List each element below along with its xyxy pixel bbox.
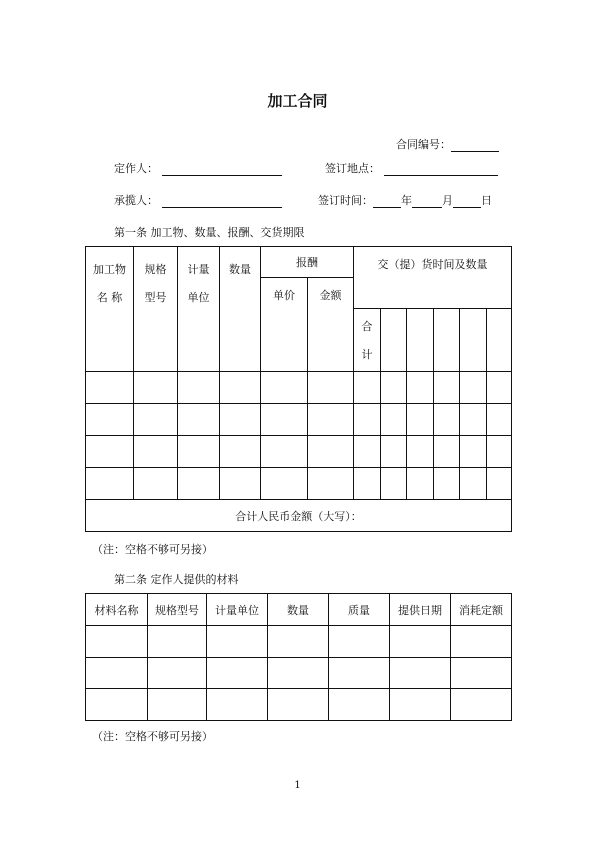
delivery-cell[interactable] xyxy=(460,309,487,372)
delivery-cell[interactable] xyxy=(487,309,512,372)
header-quantity: 数量 xyxy=(220,247,261,372)
delivery-cell[interactable] xyxy=(434,309,460,372)
table-row xyxy=(86,468,512,500)
total-rmb-amount: 合计人民币金额（大写）： xyxy=(86,500,512,532)
contract-no-row xyxy=(396,136,499,152)
maker-label: 定作人： xyxy=(114,162,158,175)
header-spec: 规格 型号 xyxy=(134,247,178,372)
header-supply-date: 提供日期 xyxy=(390,594,451,626)
header-material-spec: 规格型号 xyxy=(148,594,207,626)
table-row xyxy=(86,372,512,404)
header-payment: 报酬 xyxy=(261,247,354,278)
materials-header-row xyxy=(86,594,512,626)
contractor-row xyxy=(114,192,282,208)
header-total: 合 计 xyxy=(354,309,381,372)
contractor-label: 承揽人： xyxy=(114,194,158,207)
day-field[interactable] xyxy=(453,195,481,208)
header-amount: 金额 xyxy=(308,278,354,372)
year-label: 年 xyxy=(401,194,412,207)
section2-title: 第二条 定作人提供的材料 xyxy=(114,573,239,586)
contract-no-label: 合同编号： xyxy=(396,138,451,151)
note-1: （注：空格不够可另接） xyxy=(92,543,213,556)
sign-place-label: 签订地点： xyxy=(325,162,380,175)
header-delivery: 交（提）货时间及数量 xyxy=(354,247,512,309)
table-row xyxy=(86,658,512,689)
header-item-name: 加工物 名 称 xyxy=(86,247,134,372)
note-2: （注：空格不够可另接） xyxy=(92,730,213,743)
maker-row xyxy=(114,160,282,176)
page-number: 1 xyxy=(294,780,301,791)
sign-time-row xyxy=(318,192,492,208)
delivery-cell[interactable] xyxy=(381,309,407,372)
delivery-cell[interactable] xyxy=(407,309,434,372)
month-label: 月 xyxy=(442,194,453,207)
header-consumption-quota: 消耗定额 xyxy=(451,594,512,626)
month-field[interactable] xyxy=(412,195,442,208)
document-title: 加工合同 xyxy=(267,92,328,110)
table-row xyxy=(86,626,512,658)
sign-place-row xyxy=(325,160,498,176)
table-row xyxy=(86,436,512,468)
year-field[interactable] xyxy=(373,195,401,208)
header-unit-price: 单价 xyxy=(261,278,308,372)
day-label: 日 xyxy=(481,194,492,207)
header-material-unit: 计量单位 xyxy=(207,594,268,626)
section1-title: 第一条 加工物、数量、报酬、交货期限 xyxy=(114,226,305,239)
table-row xyxy=(86,404,512,436)
sign-time-label: 签订时间： xyxy=(318,194,373,207)
header-material-quality: 质量 xyxy=(329,594,390,626)
header-material-name: 材料名称 xyxy=(86,594,148,626)
header-unit: 计量 单位 xyxy=(178,247,220,372)
contractor-field[interactable] xyxy=(162,195,282,208)
header-material-qty: 数量 xyxy=(268,594,329,626)
materials-table xyxy=(85,593,512,721)
maker-field[interactable] xyxy=(162,163,282,176)
contract-no-field[interactable] xyxy=(451,139,499,152)
sign-place-field[interactable] xyxy=(384,163,498,176)
table-row xyxy=(86,689,512,721)
processing-items-table xyxy=(85,246,512,532)
